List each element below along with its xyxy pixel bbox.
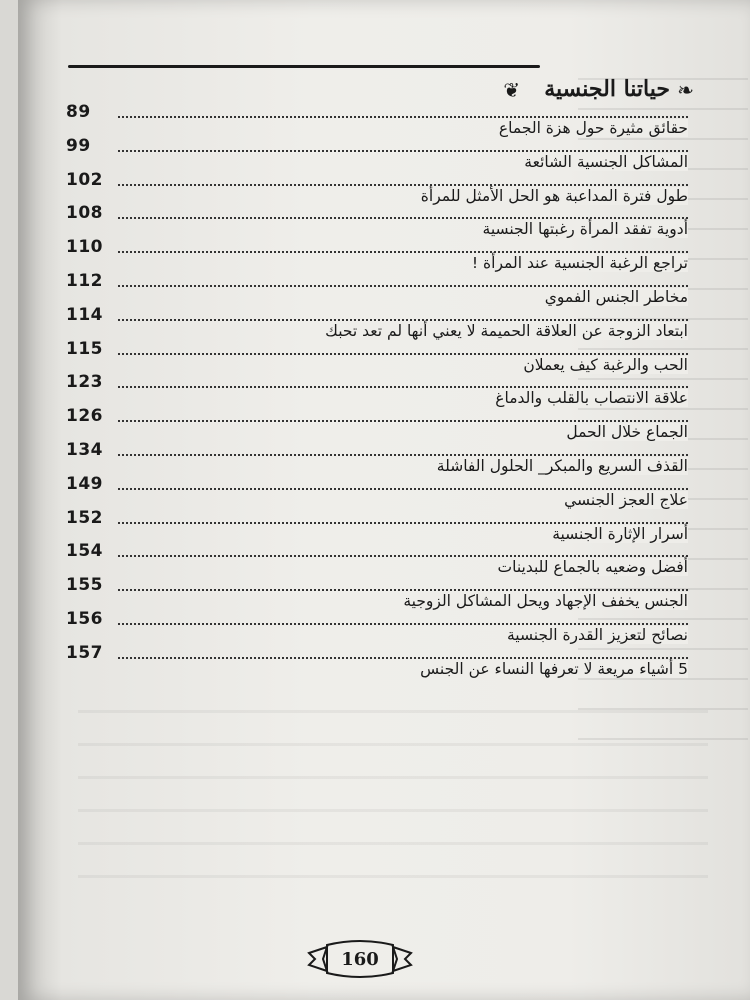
toc-leader-dots <box>118 522 688 524</box>
toc-leader-dots <box>118 386 688 388</box>
toc-page-number: 99 <box>66 135 91 156</box>
toc-page-number: 154 <box>66 541 103 562</box>
toc-entry <box>66 201 688 239</box>
toc-entry <box>66 438 688 475</box>
toc-title: مخاطر الجنس الفموي <box>537 288 688 306</box>
toc-title: 5 أشياء مريعة لا تعرفها النساء عن الجنس <box>412 660 688 678</box>
toc-leader-dots <box>118 150 688 152</box>
toc-entry <box>66 235 688 273</box>
toc-entry <box>66 337 688 374</box>
toc-entry <box>66 100 688 137</box>
toc-entry <box>66 370 688 408</box>
toc-leader-dots <box>118 589 688 591</box>
toc-page-number: 102 <box>66 169 103 190</box>
toc-page-number: 123 <box>66 372 103 393</box>
toc-page-number: 110 <box>66 237 103 258</box>
toc-page-number: 149 <box>66 473 103 494</box>
toc-entry <box>66 506 688 543</box>
toc-title: الحب والرغبة كيف يعملان <box>515 356 688 374</box>
toc-title: طول فترة المداعبة هو الحل الأمثل للمرأة <box>413 187 688 205</box>
toc-leader-dots <box>118 657 688 659</box>
toc-page-number: 114 <box>66 304 103 325</box>
table-of-contents <box>66 100 688 678</box>
toc-page-number: 134 <box>66 439 103 460</box>
toc-leader-dots <box>118 353 688 355</box>
toc-title: نصائح لتعزيز القدرة الجنسية <box>499 626 688 644</box>
toc-page-number: 126 <box>66 406 103 427</box>
header-ornament-icon: ❧ <box>677 78 694 102</box>
toc-page-number: 115 <box>66 338 103 359</box>
toc-title: تراجع الرغبة الجنسية عند المرأة ! <box>464 254 688 272</box>
toc-title: القذف السريع والمبكر_ الحلول الفاشلة <box>429 457 688 475</box>
page-number: 160 <box>341 949 379 970</box>
toc-page-number: 112 <box>66 270 103 291</box>
toc-leader-dots <box>118 454 688 456</box>
toc-entry <box>66 168 688 205</box>
toc-entry <box>66 134 688 171</box>
toc-page-number: 157 <box>66 642 103 663</box>
toc-page-number: 155 <box>66 575 103 596</box>
toc-entry <box>66 269 688 306</box>
toc-title: علاج العجز الجنسي <box>556 491 688 509</box>
toc-leader-dots <box>118 251 688 253</box>
toc-title: حقائق مثيرة حول هزة الجماع <box>491 119 688 137</box>
toc-leader-dots <box>118 420 688 422</box>
toc-leader-dots <box>118 623 688 625</box>
toc-title: الجنس يخفف الإجهاد ويحل المشاكل الزوجية <box>395 592 688 610</box>
toc-entry <box>66 573 688 611</box>
toc-leader-dots <box>118 285 688 287</box>
toc-leader-dots <box>118 116 688 118</box>
toc-page-number: 108 <box>66 203 103 224</box>
book-title: حياتنا الجنسية <box>544 76 670 102</box>
toc-entry <box>66 607 688 644</box>
toc-title: ابتعاد الزوجة عن العلاقة الحميمة لا يعني أنها لم تعد تحبك <box>317 322 688 340</box>
toc-entry <box>66 404 688 442</box>
toc-page-number: 152 <box>66 507 103 528</box>
toc-entry <box>66 303 688 340</box>
toc-entry <box>66 641 688 678</box>
toc-title: الجماع خلال الحمل <box>558 423 688 441</box>
toc-leader-dots <box>118 319 688 321</box>
toc-title: المشاكل الجنسية الشائعة <box>516 153 688 171</box>
toc-title: أدوية تفقد المرأة رغبتها الجنسية <box>475 220 688 238</box>
header-ornament-icon: ❦ <box>503 78 520 102</box>
toc-leader-dots <box>118 488 688 490</box>
toc-title: علاقة الانتصاب بالقلب والدماغ <box>487 389 688 407</box>
bleed-through-text-lower <box>78 680 708 900</box>
page-number-badge <box>305 935 415 983</box>
toc-entry <box>66 472 688 509</box>
toc-title: أفضل وضعيه بالجماع للبدينات <box>490 558 688 576</box>
toc-page-number: 89 <box>66 102 91 122</box>
toc-page-number: 156 <box>66 608 103 629</box>
toc-title: أسرار الإثارة الجنسية <box>544 525 688 543</box>
header-rule <box>68 65 540 68</box>
toc-entry <box>66 539 688 577</box>
toc-leader-dots <box>118 184 688 186</box>
